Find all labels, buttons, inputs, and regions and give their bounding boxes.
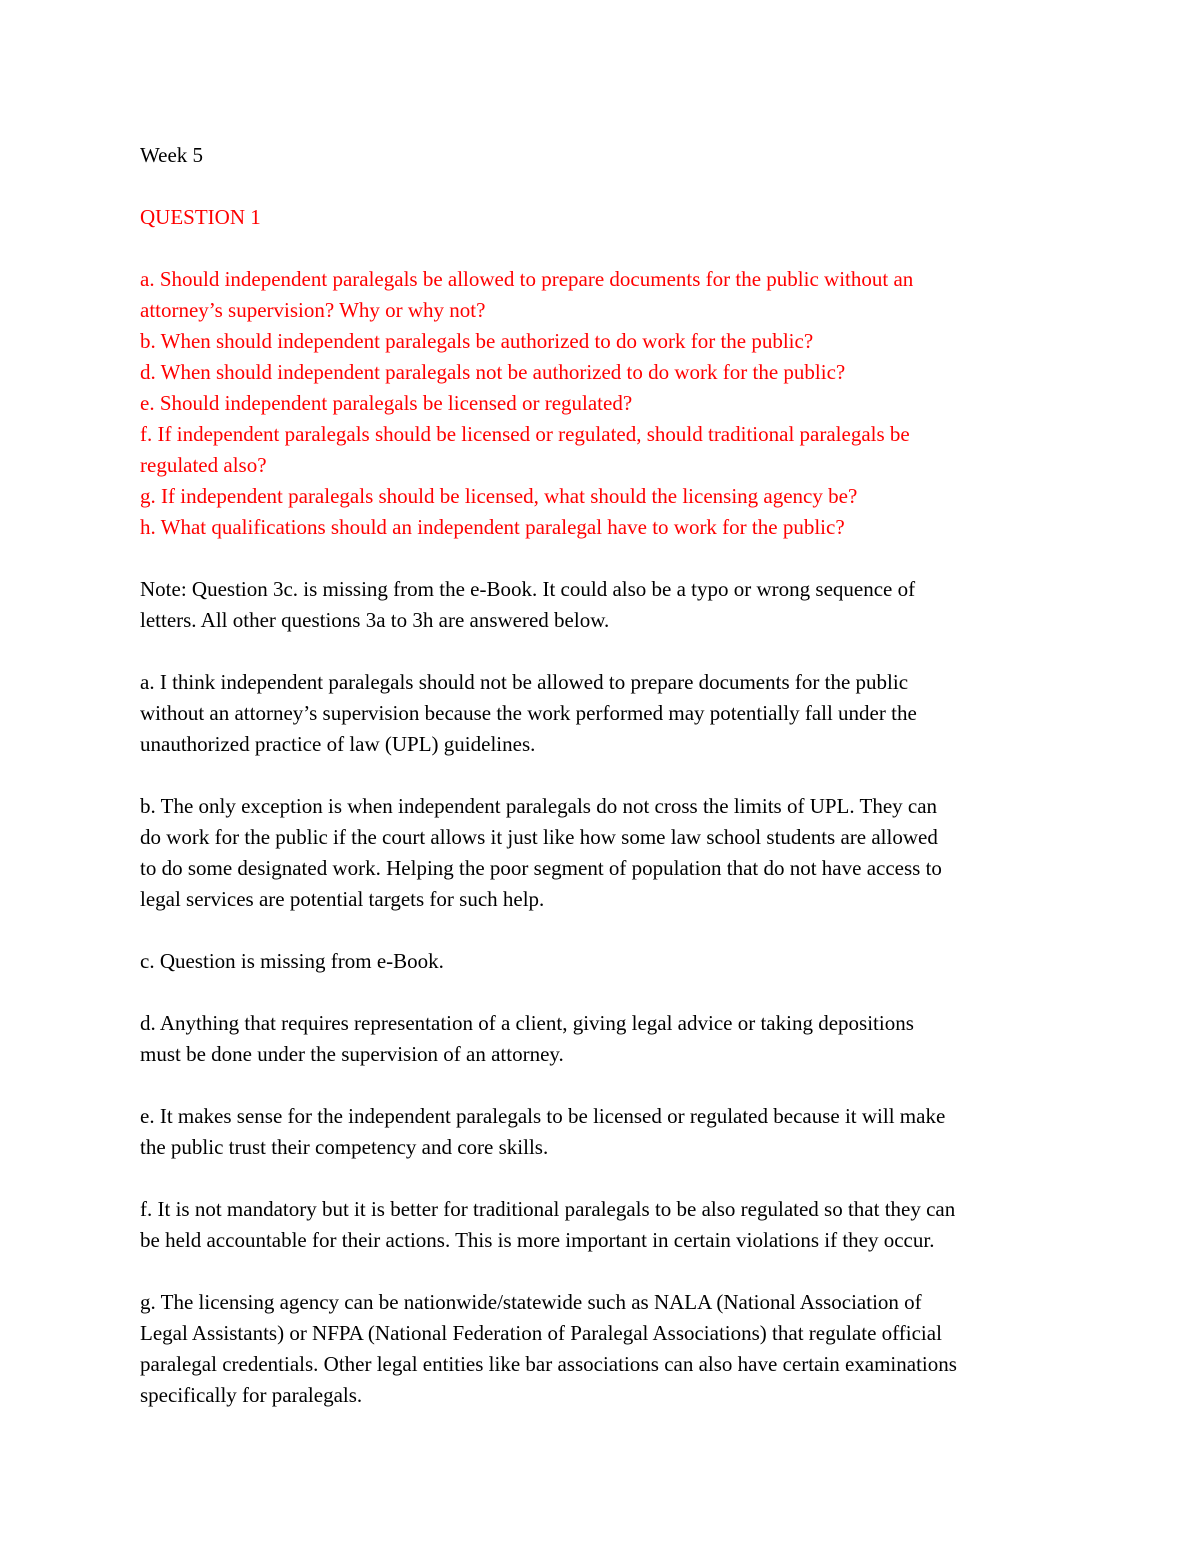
- answer-line: do work for the public if the court allows it just like how some law school students are allowed: [140, 825, 938, 849]
- question-line: b. When should independent paralegals be authorized to do work for the public?: [140, 329, 814, 353]
- answer-c: [140, 946, 1070, 977]
- spacer: [140, 1163, 1070, 1194]
- answer-line: must be done under the supervision of an attorney.: [140, 1042, 564, 1066]
- question-item-e: [140, 388, 1070, 419]
- answer-b: [140, 791, 1070, 915]
- answer-line: specifically for paralegals.: [140, 1383, 363, 1407]
- answer-d: [140, 1008, 1070, 1070]
- note-line: Note: Question 3c. is missing from the e-Book. It could also be a typo or wrong sequence of: [140, 577, 916, 601]
- answer-line: unauthorized practice of law (UPL) guidelines.: [140, 732, 536, 756]
- question-line: e. Should independent paralegals be licensed or regulated?: [140, 391, 633, 415]
- answer-line: Legal Assistants) or NFPA (National Federation of Paralegal Associations) that regulate official: [140, 1321, 942, 1345]
- answer-f: [140, 1194, 1070, 1256]
- spacer: [140, 543, 1070, 574]
- question-item-f: [140, 419, 1070, 481]
- spacer: [140, 977, 1070, 1008]
- question-item-d: [140, 357, 1070, 388]
- spacer: [140, 233, 1070, 264]
- answer-line: to do some designated work. Helping the poor segment of population that do not have access to: [140, 856, 942, 880]
- question-list: [140, 264, 1070, 543]
- answer-line: the public trust their competency and core skills.: [140, 1135, 549, 1159]
- week-title: Week 5: [140, 143, 204, 167]
- question-item-a: [140, 264, 1070, 326]
- question-item-h: [140, 512, 1070, 543]
- document-page: [140, 140, 1070, 1411]
- question-line: h. What qualifications should an independent paralegal have to work for the public?: [140, 515, 845, 539]
- spacer: [140, 915, 1070, 946]
- answer-line: without an attorney’s supervision because the work performed may potentially fall under the: [140, 701, 917, 725]
- spacer: [140, 1070, 1070, 1101]
- answer-line: c. Question is missing from e-Book.: [140, 949, 444, 973]
- answer-line: be held accountable for their actions. This is more important in certain violations if they occur.: [140, 1228, 935, 1252]
- answer-line: paralegal credentials. Other legal entities like bar associations can also have certain examinations: [140, 1352, 957, 1376]
- question-line: d. When should independent paralegals not be authorized to do work for the public?: [140, 360, 846, 384]
- question-heading: QUESTION 1: [140, 205, 261, 229]
- answer-line: e. It makes sense for the independent paralegals to be licensed or regulated because it will make: [140, 1104, 946, 1128]
- answer-line: g. The licensing agency can be nationwide/statewide such as NALA (National Association of: [140, 1290, 922, 1314]
- spacer: [140, 636, 1070, 667]
- answer-g: [140, 1287, 1070, 1411]
- note-paragraph: [140, 574, 1070, 636]
- spacer: [140, 171, 1070, 202]
- question-line: f. If independent paralegals should be licensed or regulated, should traditional paralegals be: [140, 422, 910, 446]
- spacer: [140, 1256, 1070, 1287]
- question-line: g. If independent paralegals should be licensed, what should the licensing agency be?: [140, 484, 858, 508]
- question-line: attorney’s supervision? Why or why not?: [140, 298, 486, 322]
- answer-line: d. Anything that requires representation of a client, giving legal advice or taking depositions: [140, 1011, 914, 1035]
- answer-line: a. I think independent paralegals should not be allowed to prepare documents for the public: [140, 670, 909, 694]
- answer-e: [140, 1101, 1070, 1163]
- question-line: regulated also?: [140, 453, 267, 477]
- question-line: a. Should independent paralegals be allowed to prepare documents for the public without an: [140, 267, 914, 291]
- question-item-b: [140, 326, 1070, 357]
- answer-line: b. The only exception is when independent paralegals do not cross the limits of UPL. They can: [140, 794, 938, 818]
- note-line: letters. All other questions 3a to 3h are answered below.: [140, 608, 610, 632]
- spacer: [140, 760, 1070, 791]
- question-item-g: [140, 481, 1070, 512]
- answer-line: legal services are potential targets for such help.: [140, 887, 545, 911]
- answer-a: [140, 667, 1070, 760]
- answer-line: f. It is not mandatory but it is better for traditional paralegals to be also regulated so that they can: [140, 1197, 956, 1221]
